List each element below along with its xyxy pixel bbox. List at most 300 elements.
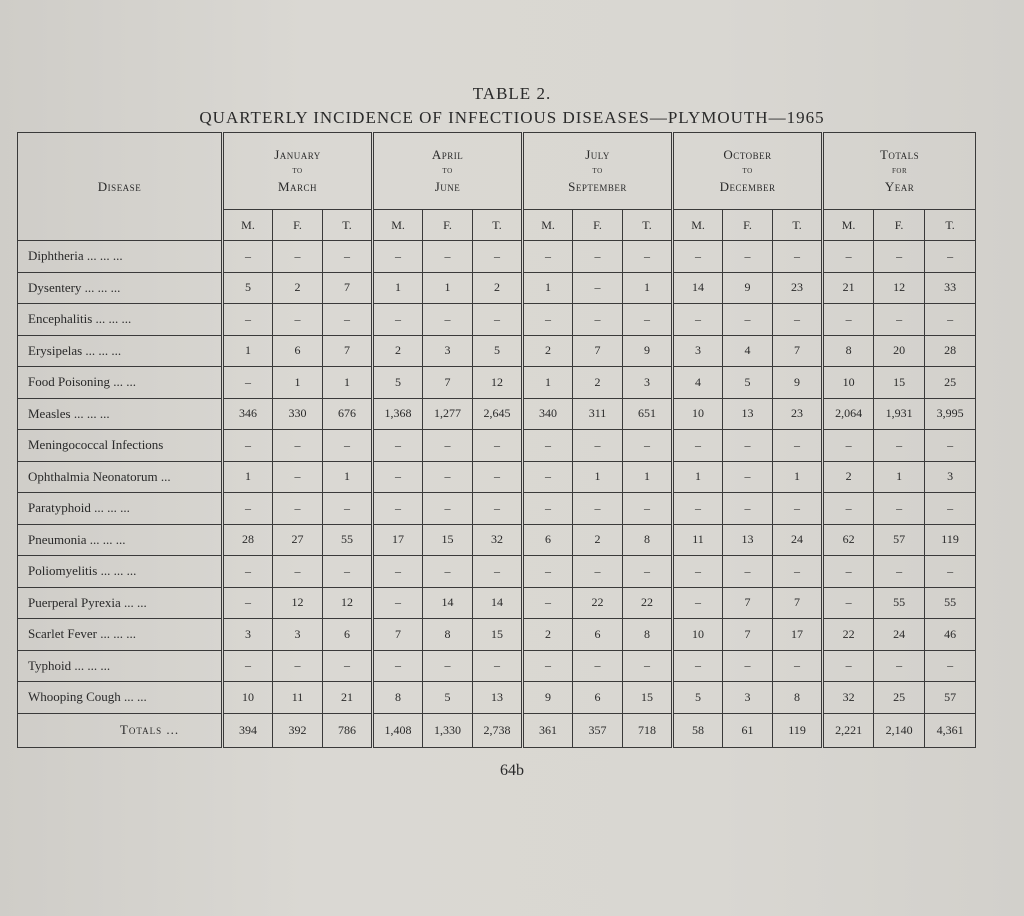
table-cell: 7	[723, 619, 773, 651]
table-cell: 7	[773, 335, 823, 367]
table-row	[18, 430, 976, 462]
table-cell: 1,368	[373, 398, 423, 430]
table-cell: –	[874, 304, 925, 336]
table-cell: 4	[723, 335, 773, 367]
table-cell: –	[874, 650, 925, 682]
table-cell: 15	[623, 682, 673, 714]
disease-name: Whooping Cough ... ...	[18, 682, 223, 714]
table-cell: –	[223, 556, 273, 588]
table-cell: –	[523, 304, 573, 336]
quarter-header-line: Year	[884, 179, 915, 194]
sex-column-header: M.	[523, 210, 573, 241]
totals-cell: 357	[573, 713, 623, 747]
table-cell: 8	[373, 682, 423, 714]
table-cell: 8	[823, 335, 874, 367]
table-cell: –	[925, 493, 976, 525]
table-cell: –	[723, 304, 773, 336]
table-cell: –	[473, 304, 523, 336]
quarter-header-2	[523, 133, 673, 210]
table-cell: –	[423, 304, 473, 336]
table-cell: 55	[925, 587, 976, 619]
table-cell: 11	[273, 682, 323, 714]
table-cell: 6	[573, 682, 623, 714]
table-cell: –	[623, 650, 673, 682]
sex-column-header: T.	[473, 210, 523, 241]
table-cell: 10	[673, 398, 723, 430]
table-cell: –	[373, 461, 423, 493]
table-cell: –	[323, 430, 373, 462]
incidence-table	[17, 132, 976, 748]
table-cell: 7	[573, 335, 623, 367]
table-cell: 3	[423, 335, 473, 367]
table-cell: 1	[773, 461, 823, 493]
table-cell: 3	[673, 335, 723, 367]
totals-cell: 58	[673, 713, 723, 747]
table-cell: 5	[223, 272, 273, 304]
table-cell: 14	[473, 587, 523, 619]
page-number: 64b	[500, 762, 524, 779]
table-cell: –	[874, 430, 925, 462]
table-cell: 2	[573, 524, 623, 556]
table-cell: 2	[823, 461, 874, 493]
table-cell: –	[373, 430, 423, 462]
quarter-header-1	[373, 133, 523, 210]
table-cell: 4	[673, 367, 723, 399]
table-row	[18, 461, 976, 493]
quarter-header-line: September	[568, 179, 627, 194]
table-cell: –	[273, 304, 323, 336]
table-cell: 1	[423, 272, 473, 304]
table-cell: 3,995	[925, 398, 976, 430]
table-cell: 12	[273, 587, 323, 619]
table-cell: 10	[223, 682, 273, 714]
table-cell: 1	[673, 461, 723, 493]
table-cell: 1	[373, 272, 423, 304]
table-cell: 13	[723, 398, 773, 430]
table-row	[18, 272, 976, 304]
table-cell: 1	[323, 367, 373, 399]
table-row	[18, 398, 976, 430]
table-cell: 15	[874, 367, 925, 399]
table-cell: –	[623, 430, 673, 462]
table-cell: 55	[323, 524, 373, 556]
quarter-header-line: for	[892, 165, 908, 176]
table-cell: –	[874, 241, 925, 273]
disease-name: Dysentery ... ... ...	[18, 272, 223, 304]
quarter-header-3	[673, 133, 823, 210]
table-cell: –	[323, 650, 373, 682]
table-cell: –	[773, 556, 823, 588]
disease-name: Ophthalmia Neonatorum ...	[18, 461, 223, 493]
table-cell: 1	[523, 272, 573, 304]
table-cell: 8	[773, 682, 823, 714]
sex-column-header: M.	[823, 210, 874, 241]
table-cell: –	[723, 241, 773, 273]
totals-cell: 4,361	[925, 713, 976, 747]
quarter-header-line: to	[742, 165, 753, 176]
table-cell: –	[473, 650, 523, 682]
table-cell: 3	[273, 619, 323, 651]
table-cell: –	[523, 650, 573, 682]
table-cell: –	[323, 556, 373, 588]
table-cell: 25	[874, 682, 925, 714]
table-cell: –	[223, 587, 273, 619]
table-cell: 1	[623, 461, 673, 493]
table-cell: 7	[323, 335, 373, 367]
quarter-header-line: March	[277, 179, 318, 194]
table-cell: –	[773, 241, 823, 273]
table-cell: –	[373, 304, 423, 336]
table-cell: –	[925, 304, 976, 336]
table-cell: 9	[523, 682, 573, 714]
table-cell: 676	[323, 398, 373, 430]
table-title: QUARTERLY INCIDENCE OF INFECTIOUS DISEASES—PLYMOUTH—1965	[199, 108, 825, 127]
table-cell: –	[323, 241, 373, 273]
table-cell: 9	[623, 335, 673, 367]
table-cell: 2	[273, 272, 323, 304]
table-cell: 12	[473, 367, 523, 399]
table-cell: 21	[323, 682, 373, 714]
table-row	[18, 367, 976, 399]
disease-name: Typhoid ... ... ...	[18, 650, 223, 682]
table-cell: –	[273, 650, 323, 682]
table-cell: –	[773, 430, 823, 462]
sex-column-header: T.	[323, 210, 373, 241]
table-cell: –	[673, 556, 723, 588]
table-cell: 3	[925, 461, 976, 493]
table-cell: 11	[673, 524, 723, 556]
table-cell: –	[823, 304, 874, 336]
table-cell: –	[723, 461, 773, 493]
table-cell: –	[273, 461, 323, 493]
table-cell: 9	[723, 272, 773, 304]
table-cell: 17	[773, 619, 823, 651]
sex-column-header: F.	[273, 210, 323, 241]
table-cell: 12	[874, 272, 925, 304]
table-cell: 5	[723, 367, 773, 399]
totals-cell: 2,221	[823, 713, 874, 747]
table-cell: 12	[323, 587, 373, 619]
table-cell: –	[373, 650, 423, 682]
sex-column-header: M.	[223, 210, 273, 241]
table-cell: 5	[423, 682, 473, 714]
table-cell: –	[773, 493, 823, 525]
totals-row	[18, 713, 976, 747]
table-row	[18, 241, 976, 273]
table-cell: –	[423, 430, 473, 462]
table-cell: 7	[323, 272, 373, 304]
sex-column-header: T.	[773, 210, 823, 241]
table-cell: 14	[423, 587, 473, 619]
totals-cell: 1,330	[423, 713, 473, 747]
table-cell: –	[874, 493, 925, 525]
table-cell: –	[523, 430, 573, 462]
table-cell: –	[373, 556, 423, 588]
table-cell: 10	[673, 619, 723, 651]
table-cell: –	[473, 430, 523, 462]
table-cell: –	[925, 241, 976, 273]
table-cell: –	[423, 556, 473, 588]
quarter-header-line: to	[292, 165, 303, 176]
table-cell: 1	[573, 461, 623, 493]
table-cell: –	[223, 367, 273, 399]
table-cell: 32	[473, 524, 523, 556]
table-cell: –	[823, 556, 874, 588]
table-cell: –	[823, 650, 874, 682]
table-cell: –	[573, 304, 623, 336]
table-cell: 20	[874, 335, 925, 367]
table-cell: –	[423, 241, 473, 273]
quarter-header-line: July	[585, 147, 610, 162]
table-cell: 1,277	[423, 398, 473, 430]
table-cell: –	[273, 430, 323, 462]
table-cell: –	[223, 241, 273, 273]
table-cell: –	[673, 304, 723, 336]
table-cell: 1	[273, 367, 323, 399]
table-cell: 62	[823, 524, 874, 556]
table-cell: 3	[623, 367, 673, 399]
sex-column-header: M.	[673, 210, 723, 241]
table-cell: –	[373, 241, 423, 273]
table-cell: 2	[523, 335, 573, 367]
table-cell: –	[773, 650, 823, 682]
table-cell: 340	[523, 398, 573, 430]
table-cell: –	[723, 493, 773, 525]
table-cell: –	[925, 650, 976, 682]
table-row	[18, 619, 976, 651]
table-cell: 6	[323, 619, 373, 651]
disease-name: Pneumonia ... ... ...	[18, 524, 223, 556]
table-cell: 1	[223, 461, 273, 493]
table-cell: –	[573, 241, 623, 273]
table-cell: –	[623, 241, 673, 273]
table-cell: –	[523, 493, 573, 525]
table-cell: –	[673, 493, 723, 525]
table-cell: 8	[623, 619, 673, 651]
table-cell: 22	[573, 587, 623, 619]
table-cell: –	[323, 304, 373, 336]
table-cell: 14	[673, 272, 723, 304]
table-cell: 346	[223, 398, 273, 430]
table-cell: –	[273, 556, 323, 588]
table-cell: –	[473, 493, 523, 525]
table-cell: –	[773, 304, 823, 336]
table-cell: –	[823, 241, 874, 273]
disease-name: Measles ... ... ...	[18, 398, 223, 430]
table-cell: –	[573, 650, 623, 682]
table-cell: 28	[223, 524, 273, 556]
disease-name: Food Poisoning ... ...	[18, 367, 223, 399]
table-cell: –	[373, 587, 423, 619]
table-cell: 46	[925, 619, 976, 651]
quarter-header-4	[823, 133, 976, 210]
table-cell: –	[823, 430, 874, 462]
table-cell: 55	[874, 587, 925, 619]
table-cell: 32	[823, 682, 874, 714]
table-cell: 651	[623, 398, 673, 430]
table-cell: 6	[273, 335, 323, 367]
table-cell: 6	[573, 619, 623, 651]
table-cell: –	[823, 587, 874, 619]
table-cell: –	[473, 556, 523, 588]
totals-cell: 1,408	[373, 713, 423, 747]
table-cell: 3	[723, 682, 773, 714]
table-cell: 1	[323, 461, 373, 493]
table-cell: 1	[874, 461, 925, 493]
table-cell: 7	[773, 587, 823, 619]
sex-column-header: F.	[723, 210, 773, 241]
disease-name: Encephalitis ... ... ...	[18, 304, 223, 336]
table-cell: –	[423, 493, 473, 525]
totals-cell: 361	[523, 713, 573, 747]
table-cell: –	[223, 304, 273, 336]
disease-name: Poliomyelitis ... ... ...	[18, 556, 223, 588]
table-cell: –	[573, 272, 623, 304]
table-cell: 330	[273, 398, 323, 430]
table-cell: –	[623, 304, 673, 336]
table-cell: 8	[423, 619, 473, 651]
table-cell: –	[723, 430, 773, 462]
table-cell: 28	[925, 335, 976, 367]
table-cell: –	[523, 461, 573, 493]
table-cell: 22	[623, 587, 673, 619]
table-cell: –	[323, 493, 373, 525]
table-cell: 24	[874, 619, 925, 651]
table-cell: –	[223, 430, 273, 462]
totals-cell: 2,140	[874, 713, 925, 747]
quarter-header-line: to	[442, 165, 453, 176]
disease-name: Diphtheria ... ... ...	[18, 241, 223, 273]
quarter-header-line: Totals	[879, 147, 920, 162]
table-cell: –	[423, 461, 473, 493]
quarter-header-line: January	[274, 147, 321, 162]
totals-cell: 718	[623, 713, 673, 747]
table-cell: 2	[523, 619, 573, 651]
table-cell: –	[673, 587, 723, 619]
table-cell: 2,064	[823, 398, 874, 430]
table-cell: 21	[823, 272, 874, 304]
table-cell: 27	[273, 524, 323, 556]
table-cell: 9	[773, 367, 823, 399]
table-cell: –	[523, 587, 573, 619]
header-row-quarters	[18, 133, 976, 210]
table-cell: 3	[223, 619, 273, 651]
table-cell: 13	[473, 682, 523, 714]
sex-column-header: F.	[423, 210, 473, 241]
table-row	[18, 493, 976, 525]
table-cell: –	[874, 556, 925, 588]
table-cell: –	[223, 493, 273, 525]
table-cell: 6	[523, 524, 573, 556]
table-cell: 7	[423, 367, 473, 399]
table-row	[18, 304, 976, 336]
sex-column-header: F.	[874, 210, 925, 241]
table-cell: 1,931	[874, 398, 925, 430]
table-row	[18, 556, 976, 588]
quarter-header-line: December	[719, 179, 776, 194]
disease-name: Paratyphoid ... ... ...	[18, 493, 223, 525]
table-cell: 2	[573, 367, 623, 399]
table-cell: –	[523, 241, 573, 273]
totals-cell: 61	[723, 713, 773, 747]
table-cell: 5	[673, 682, 723, 714]
table-cell: 7	[373, 619, 423, 651]
table-cell: 17	[373, 524, 423, 556]
table-cell: –	[573, 430, 623, 462]
table-cell: –	[473, 461, 523, 493]
totals-cell: 394	[223, 713, 273, 747]
table-cell: 57	[925, 682, 976, 714]
table-cell: –	[623, 556, 673, 588]
disease-name: Meningococcal Infections	[18, 430, 223, 462]
sex-column-header: F.	[573, 210, 623, 241]
totals-cell: 786	[323, 713, 373, 747]
table-cell: 5	[473, 335, 523, 367]
quarter-header-0	[223, 133, 373, 210]
table-cell: 23	[773, 272, 823, 304]
table-cell: 1	[223, 335, 273, 367]
table-row	[18, 650, 976, 682]
table-row	[18, 587, 976, 619]
table-cell: –	[273, 493, 323, 525]
table-cell: –	[673, 241, 723, 273]
table-cell: 2	[473, 272, 523, 304]
table-row	[18, 682, 976, 714]
table-cell: –	[823, 493, 874, 525]
table-cell: –	[673, 430, 723, 462]
table-cell: 33	[925, 272, 976, 304]
table-cell: 57	[874, 524, 925, 556]
totals-cell: 119	[773, 713, 823, 747]
disease-name: Puerperal Pyrexia ... ...	[18, 587, 223, 619]
table-cell: 119	[925, 524, 976, 556]
disease-name: Scarlet Fever ... ... ...	[18, 619, 223, 651]
sex-column-header: T.	[925, 210, 976, 241]
quarter-header-line: to	[592, 165, 603, 176]
table-row	[18, 524, 976, 556]
totals-label: Totals ...	[18, 713, 223, 747]
table-cell: –	[925, 556, 976, 588]
sex-column-header: M.	[373, 210, 423, 241]
table-cell: –	[623, 493, 673, 525]
table-cell: –	[925, 430, 976, 462]
table-cell: 8	[623, 524, 673, 556]
table-cell: –	[673, 650, 723, 682]
incidence-table-container	[17, 132, 975, 748]
quarter-header-line: June	[434, 179, 461, 194]
table-cell: 1	[623, 272, 673, 304]
table-cell: 1	[523, 367, 573, 399]
table-cell: 15	[473, 619, 523, 651]
table-cell: –	[573, 556, 623, 588]
table-cell: –	[273, 241, 323, 273]
table-cell: –	[473, 241, 523, 273]
table-cell: –	[223, 650, 273, 682]
table-cell: –	[723, 556, 773, 588]
table-number: TABLE 2.	[472, 84, 552, 103]
table-row	[18, 335, 976, 367]
table-cell: 24	[773, 524, 823, 556]
table-cell: 25	[925, 367, 976, 399]
table-cell: 7	[723, 587, 773, 619]
table-cell: 23	[773, 398, 823, 430]
table-cell: 10	[823, 367, 874, 399]
totals-cell: 2,738	[473, 713, 523, 747]
disease-column-header: Disease	[18, 133, 223, 241]
table-cell: –	[723, 650, 773, 682]
quarter-header-line: April	[431, 147, 464, 162]
sex-column-header: T.	[623, 210, 673, 241]
